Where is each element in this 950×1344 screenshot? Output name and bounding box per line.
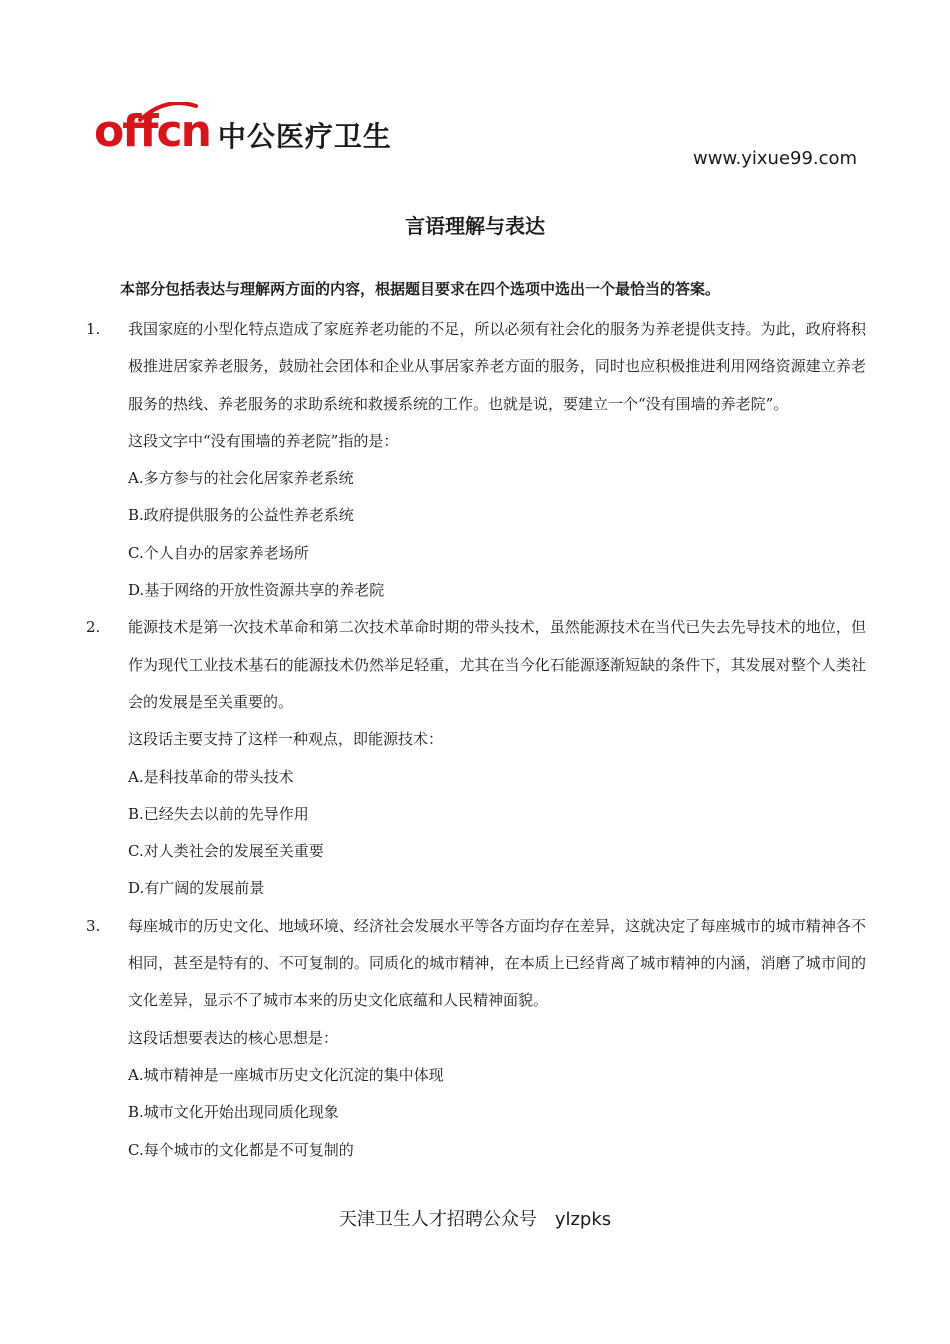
question-list [0,311,950,1169]
option-b: B.城市文化开始出现同质化现象 [128,1103,339,1122]
logo-mark [94,106,210,157]
question-prompt: 这段话主要支持了这样一种观点，即能源技术： [128,730,444,749]
page-title: 言语理解与表达 [405,214,545,238]
option-a: A.多方参与的社会化居家养老系统 [128,469,354,488]
question-number: 3. [86,916,101,935]
option-b: B.已经失去以前的先导作用 [128,804,309,823]
option-c: C.个人自办的居家养老场所 [128,543,309,562]
option-b: B.政府提供服务的公益性养老系统 [128,506,354,525]
section-instructions: 本部分包括表达与理解两方面的内容，根据题目要求在四个选项中选出一个最恰当的答案。 [120,280,721,298]
option-d: D.基于网络的开放性资源共享的养老院 [128,581,385,600]
question-stem: 每座城市的历史文化、地域环境、经济社会发展水平等各方面均存在差异，这就决定了每座城市的城市精神各不相同，甚至是特有的、不可复制的。同质化的城市精神，在本质上已经背离了城市精神的内涵，消磨了城市间的文化差异，显示不了城市本来的历史文化底蕴和人民精神面貌。 [128,916,866,1010]
option-a: A.城市精神是一座城市历史文化沉淀的集中体现 [128,1065,444,1084]
option-d: D.有广阔的发展前景 [128,879,265,898]
question-number: 1. [86,320,101,338]
question-stem: 能源技术是第一次技术革命和第二次技术革命时期的带头技术，虽然能源技术在当代已失去先导技术的地位，但作为现代工业技术基石的能源技术仍然举足轻重，尤其在当今化石能源逐渐短缺的条件下，其发展对整个人类社会的发展是至关重要的。 [128,618,866,711]
logo-mark-text: offcn [94,106,210,157]
option-a: A.是科技革命的带头技术 [128,767,294,786]
footer-note: 天津卫生人才招聘公众号 ylzpks [338,1209,612,1230]
option-c: C.对人类社会的发展至关重要 [128,842,324,861]
site-url[interactable]: www.yixue99.com [693,148,858,169]
question-2 [0,609,950,907]
brand-logo [94,98,392,157]
logo-swoosh-icon [138,102,198,122]
question-1 [0,311,950,609]
logo-name: 中公医疗卫生 [217,120,392,153]
question-prompt: 这段文字中“没有围墙的养老院”指的是： [128,431,399,450]
question-number: 2. [86,618,101,637]
question-prompt: 这段话想要表达的核心思想是： [128,1028,339,1047]
question-stem: 我国家庭的小型化特点造成了家庭养老功能的不足，所以必须有社会化的服务为养老提供支持。为此，政府将积极推进居家养老服务，鼓励社会团体和企业从事居家养老方面的服务，同时也应积极推进利用网络资源建立养老服务的热线、养老服务的求助系统和救援系统的工作。也就是说，要建立一个“没有围墙的养老院”。 [128,320,866,413]
option-c: C.每个城市的文化都是不可复制的 [128,1140,354,1159]
question-3 [0,908,950,1169]
